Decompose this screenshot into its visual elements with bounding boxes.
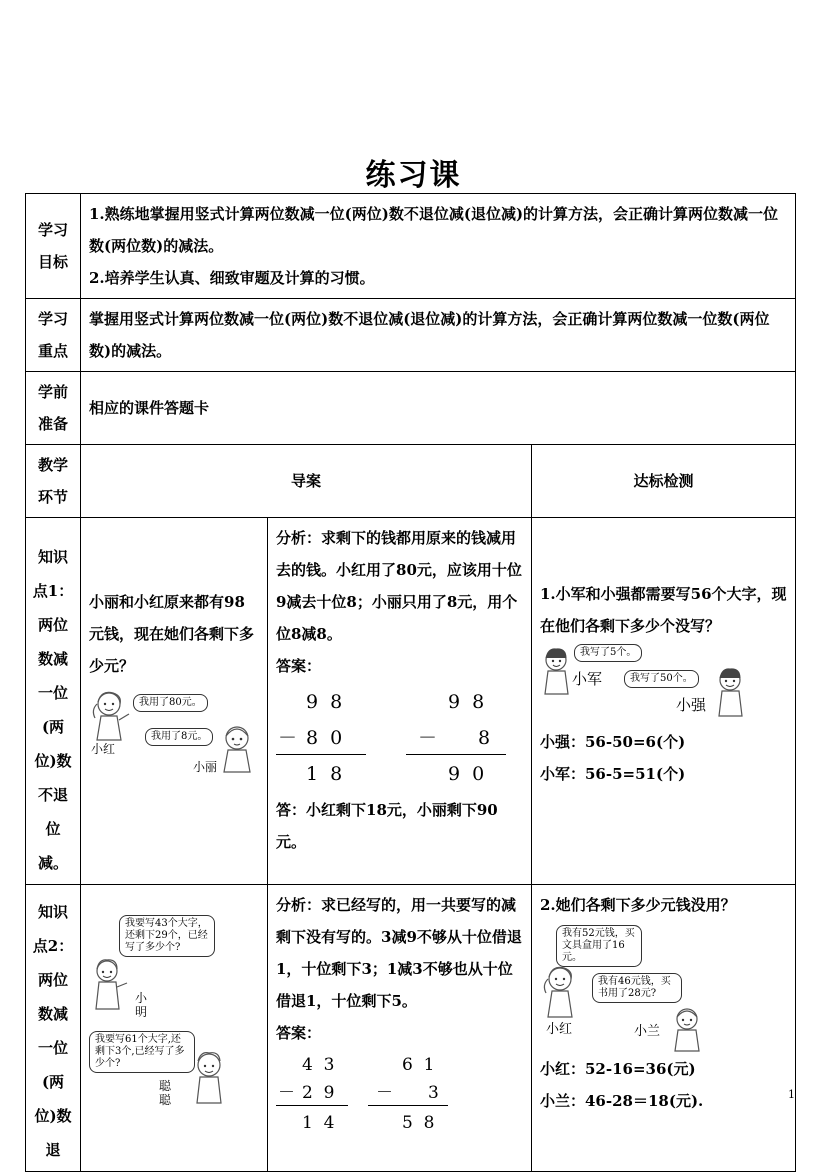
k2-test-answer-1: 小红：52-16=36(元) [540, 1060, 696, 1078]
k1-name-2: 小丽 [193, 760, 218, 774]
k1-calc-b-op: － [418, 727, 438, 749]
k2-calc-b-top: 6 1 [402, 1055, 435, 1075]
girl-xiaohong-2-icon [540, 963, 582, 1019]
k2-calc-a-top: 4 3 [302, 1055, 335, 1075]
girl-xiaolan-icon [668, 1005, 706, 1053]
page-number: 1 [788, 1088, 795, 1101]
k1-test-bubble-2: 我写了50个。 [624, 670, 699, 688]
k1-calc-a-top: 9 8 [306, 691, 343, 713]
goals-content [81, 194, 796, 299]
k2-calc-b-rule [368, 1105, 448, 1106]
k2-calc-b-sub: 3 [428, 1083, 439, 1103]
k1-calc-b-top: 9 8 [448, 691, 485, 713]
k1-calc-a-res: 1 8 [306, 763, 343, 785]
k1-test-question: 1.小军和小强都需要写56个大字，现在他们各剩下多少个没写？ [540, 585, 787, 635]
k1-test-name-2: 小强 [676, 696, 707, 714]
prep-content: 相应的课件答题卡 [81, 372, 796, 445]
k1-name-1: 小红 [91, 742, 116, 756]
k2-calc-b-res: 5 8 [402, 1113, 435, 1133]
boy-congcong-icon [189, 1049, 229, 1105]
k1-calc-b-rule [406, 754, 506, 755]
k2-calculations [276, 1049, 523, 1133]
k1-answer-label: 答案： [276, 657, 322, 675]
k2-analysis-cell [268, 885, 532, 1172]
k2-analysis: 分析：求已经写的，用一共要写的减剩下没有写的。3减9不够从十位借退1，十位剩下3；1减3不够也从十位借退1，十位剩下5。 [276, 896, 522, 1010]
k2-name-2: 聪聪 [159, 1079, 172, 1107]
guide-header: 导案 [81, 445, 532, 518]
focus-label: 学习重点 [26, 299, 81, 372]
k2-test-bubble-2: 我有46元钱，买书用了28元? [592, 973, 682, 1003]
k1-test-name-1: 小军 [572, 670, 603, 688]
k2-test-answer-2: 小兰：46-28＝18(元). [540, 1092, 704, 1110]
k1-problem-cell [81, 518, 268, 885]
k1-bubble-1: 我用了80元。 [133, 694, 208, 712]
k2-calc-a-op: － [278, 1083, 295, 1103]
k1-conclusion: 答：小红剩下18元，小丽剩下90元。 [276, 801, 498, 851]
prep-label: 学前准备 [26, 372, 81, 445]
k1-calc-b-res: 9 0 [448, 763, 485, 785]
k2-calc-a-rule [276, 1105, 348, 1106]
test-header: 达标检测 [532, 445, 796, 518]
k2-calc-b-op: － [376, 1083, 393, 1103]
lesson-table [25, 193, 796, 1172]
boy-xiaojun-icon [540, 646, 574, 696]
boy-xiaoqiang-icon [712, 666, 748, 718]
k2-bubble-2: 我要写61个大字,还剩下3个,已经写了多少个? [89, 1031, 195, 1073]
k2-test-bubble-1: 我有52元钱，买文具盒用了16元。 [556, 925, 642, 967]
k1-bubble-2: 我用了8元。 [145, 728, 213, 746]
page-title: 练习课 [365, 158, 462, 193]
k1-test-answer-1: 小强：56-50=6(个) [540, 733, 686, 751]
k1-test-bubble-1: 我写了5个。 [574, 644, 642, 662]
section-label: 教学环节 [26, 445, 81, 518]
k1-calculations [276, 682, 523, 794]
k2-calc-a-res: 1 4 [302, 1113, 335, 1133]
girl-xiaoli-icon [217, 722, 257, 774]
k2-calc-a-sub: 2 9 [302, 1083, 335, 1103]
k2-illustration-cell [81, 885, 268, 1172]
k1-calc-a-rule [276, 754, 366, 755]
k2-illustration [89, 909, 259, 1109]
k2-test-question: 2.她们各剩下多少元钱没用？ [540, 896, 736, 914]
goal-1: 1.熟练地掌握用竖式计算两位数减一位(两位)数不退位减(退位减)的计算方法，会正确计算两位数减一位数(两位数)的减法。 [89, 205, 779, 255]
goals-label: 学习目标 [26, 194, 81, 299]
k1-calc-a-sub: 8 0 [306, 727, 343, 749]
k1-test-illustration [540, 642, 787, 726]
k2-bubble-1: 我要写43个大字，还剩下29个，已经写了多少个? [119, 915, 215, 957]
k1-label: 知识点1：两位数减一位(两位)数不退位减。 [26, 518, 81, 885]
girl-xiaohong-icon [89, 688, 131, 744]
k2-answer-label: 答案： [276, 1024, 322, 1042]
k2-name-1: 小明 [135, 991, 148, 1019]
k1-calc-a-op: － [278, 727, 298, 749]
k1-illustration [89, 682, 259, 792]
k2-label: 知识点2：两位数减一位(两位)数退 [26, 885, 81, 1172]
k1-calc-b-sub: 8 [478, 727, 491, 749]
k2-test-cell [532, 885, 796, 1172]
k2-test-illustration [540, 921, 787, 1053]
k1-analysis-cell [268, 518, 532, 885]
k2-test-name-2: 小兰 [634, 1024, 661, 1039]
goal-2: 2.培养学生认真、细致审题及计算的习惯。 [89, 269, 375, 287]
boy-xiaoming-icon [89, 957, 129, 1011]
focus-content: 掌握用竖式计算两位数减一位(两位)数不退位减(退位减)的计算方法，会正确计算两位数减一位数(两位数)的减法。 [81, 299, 796, 372]
k1-test-cell [532, 518, 796, 885]
k1-problem: 小丽和小红原来都有98元钱，现在她们各剩下多少元？ [89, 593, 255, 675]
k1-analysis: 分析：求剩下的钱都用原来的钱减用去的钱。小红用了80元，应该用十位9减去十位8；小丽只用了8元，用个位8减8。 [276, 529, 522, 643]
k2-test-name-1: 小红 [546, 1022, 573, 1037]
k1-test-answer-2: 小军：56-5=51(个) [540, 765, 686, 783]
